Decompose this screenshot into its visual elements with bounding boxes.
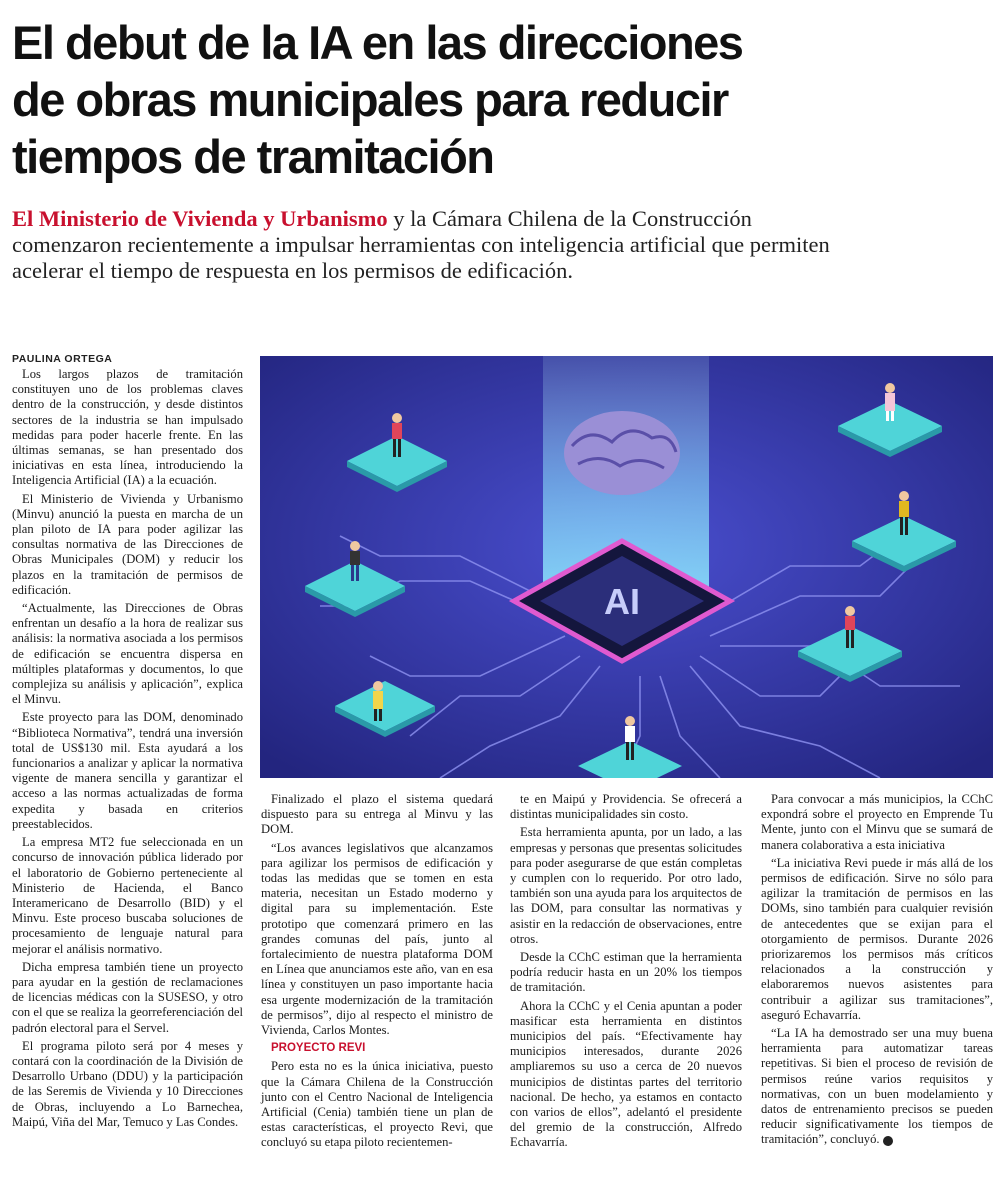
body-paragraph: “La iniciativa Revi puede ir más allá de los permisos de edificación. Sirve no sólo para agilizar la tramitación de permisos en las DOMs, sino también para cualquier revisión de antecedentes que se exijan para el otorgamiento de permisos. Durante 2026 priorizaremos los permisos más críticos relacionados a la construcción y elaboraremos nuevos asistentes para contribuir a agilizar sus tramitaciones”, aseguró Echavarría. [761, 855, 993, 1022]
body-paragraph: Pero esta no es la única iniciativa, puesto que la Cámara Chilena de la Construcción junto con el Centro Nacional de Inteligencia Artificial (Cenia) también tiene un plan de estas características, el proyecto Revi, que concluyó su etapa piloto recientemen- [261, 1059, 493, 1150]
lead-line-rest: y la Cámara Chilena de la Construcción [387, 206, 752, 231]
headline-line: tiempos de tramitación [12, 130, 494, 183]
end-of-article-icon [883, 1136, 893, 1146]
brain [564, 411, 680, 495]
body-paragraph: Desde la CChC estiman que la herramienta podría reducir hasta en un 20% los tiempos de tramitación. [510, 950, 742, 995]
body-paragraph: Finalizado el plazo el sistema quedará dispuesto para su entrega al Minvu y las DOM. [261, 792, 493, 837]
article-column-2 [261, 792, 493, 1154]
article-column-3 [510, 792, 742, 1154]
body-paragraph: El programa piloto será por 4 meses y contará con la coordinación de la División de Desarrollo Urbano (DDU) y la participación de las Seremis de Vivienda y 10 Direcciones de Obras, incluyendo a Lo Barnechea, Maipú, Viña del Mar, Temuco y Las Condes. [12, 1038, 243, 1129]
article-column-4 [761, 792, 993, 1151]
lead-line: comenzaron recientemente a impulsar herramientas con inteligencia artificial que permiten [12, 232, 830, 257]
body-paragraph [761, 1026, 993, 1148]
body-paragraph: Este proyecto para las DOM, denominado “Biblioteca Normativa”, tendrá una inversión total de US$130 mil. Esta ayudará a los funcionarios a analizar y aplicar la normativa vigente de manera sencilla y garantizar el acceso a las normas actualizadas de forma expedita y basada en criterios preestablecidos. [12, 710, 243, 831]
lead-highlight: El Ministerio de Vivienda y Urbanismo [12, 206, 388, 231]
body-paragraph: te en Maipú y Providencia. Se ofrecerá a distintas municipalidades sin costo. [510, 792, 742, 822]
lead-line: acelerar el tiempo de respuesta en los permisos de edificación. [12, 258, 574, 283]
ai-illustration [260, 356, 993, 778]
lead-paragraph [12, 206, 992, 284]
section-subhead: PROYECTO REVI [271, 1042, 366, 1055]
lead-line [12, 206, 992, 232]
headline-line: El debut de la IA en las direcciones [12, 16, 743, 69]
closing-paragraph-text: “La IA ha demostrado ser una muy buena herramienta para automatizar tareas repetitivas. Si bien el proceso de revisión de permisos reúne varios requisitos y normativas, con un buen modelamiento y datos de entrenamiento precisos se pueden reducir significativamente los tiempos de tramitación”, concluyó. [761, 1026, 993, 1147]
body-paragraph: Los largos plazos de tramitación constituyen uno de los problemas claves dentro de la construcción, y desde distintos sectores de la industria se han impulsado medidas para poder hacerle frente. En las últimas semanas, se han presentado dos iniciativas en esta línea, introduciendo la Inteligencia Artificial (IA) a la ecuación. [12, 367, 243, 488]
body-paragraph: Esta herramienta apunta, por un lado, a las empresas y personas que presentas solicitudes para poder asegurarse de que están completas y cumplen con lo requerido. Por otro lado, también son una ayuda para los arquitectos de las DOM, para consultar las normativas y asistir en la redacción de observaciones, entre otros. [510, 825, 742, 946]
body-paragraph: Dicha empresa también tiene un proyecto para ayudar en la gestión de reclamaciones de licencias médicas con la SUSESO, y otro con el que se realiza la georreferenciación del padrón electoral para el Servel. [12, 959, 243, 1035]
body-paragraph: “Actualmente, las Direcciones de Obras enfrentan un desafío a la hora de realizar sus análisis: la normativa asociada a los permisos de edificación se encuentra dispersa en múltiples plataformas y documentos, lo que complejiza su análisis y aplicación”, explica el Minvu. [12, 601, 243, 707]
body-paragraph: “Los avances legislativos que alcanzamos para agilizar los permisos de edificación y todas las medidas que se tomen en esta materia, necesitan un Estado moderno y digital para su implementación. Este prototipo que comenzará primero en las grandes comunas del país, junto al fortalecimiento de nuestra plataforma DOM en Línea que anunciamos este año, van en esa línea y constituyen un paso importante hacia esa urgente modernización de la tramitación de permisos”, dijo al respecto el ministro de Vivienda, Carlos Montes. [261, 840, 493, 1038]
body-paragraph: Para convocar a más municipios, la CChC expondrá sobre el proyecto en Emprende Tu Mente, junto con el Minvu que se sumará de manera colaborativa a esta iniciativa [761, 792, 993, 852]
article-column-1 [12, 367, 243, 1133]
headline [12, 14, 972, 185]
body-paragraph: El Ministerio de Vivienda y Urbanismo (Minvu) anunció la puesta en marcha de un plan piloto de IA para poder agilizar las consultas normativa de las Direcciones de Obras Municipales (DOM) y reducir los plazos en la tramitación de permisos de edificación. [12, 491, 243, 597]
body-paragraph: Ahora la CChC y el Cenia apuntan a poder masificar esta herramienta en distintos municipios del país. “Efectivamente hay municipios interesados, durante 2026 ampliaremos su uso a cerca de 20 nuevos municipios de distintas partes del territorio nacional. De hecho, ya estamos en contacto con varios de ellos”, adelantó el presidente del gremio de la construcción, Alfredo Echavarría. [510, 998, 742, 1150]
byline: PAULINA ORTEGA [12, 353, 113, 365]
chip-label: AI [604, 581, 640, 622]
headline-line: de obras municipales para reducir [12, 73, 728, 126]
body-paragraph: La empresa MT2 fue seleccionada en un concurso de innovación pública liderado por el laboratorio de Gobierno perteneciente al Ministerio de Hacienda, el Banco Interamericano de Desarrollo (BID) y el Minvu. Este proceso buscaba soluciones de procesamiento de lenguaje natural para mejorar el análisis normativo. [12, 835, 243, 956]
